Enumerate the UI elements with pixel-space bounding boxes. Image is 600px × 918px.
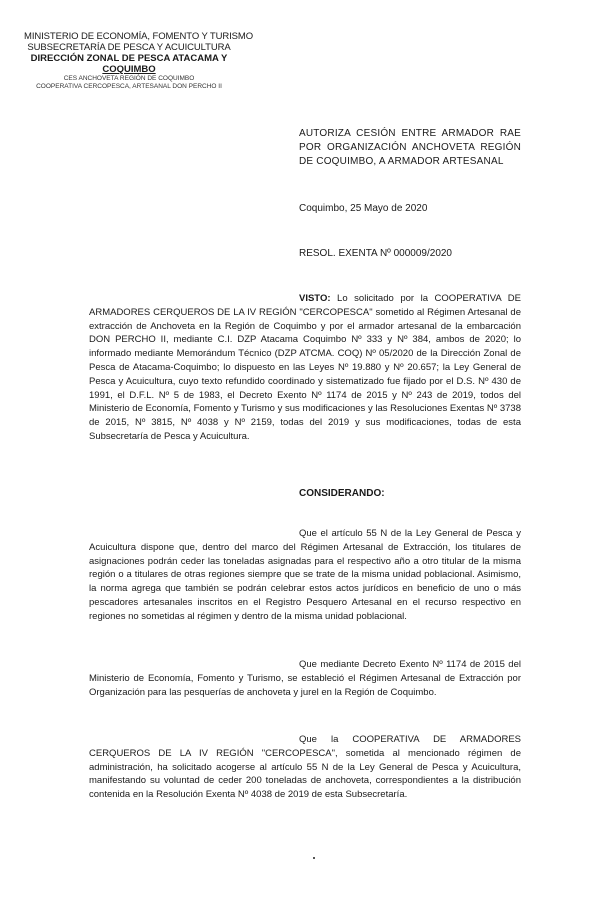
zonal-direction-line: DIRECCIÓN ZONAL DE PESCA ATACAMA Y — [30, 53, 228, 64]
subsecretariat-line: SUBSECRETARÍA DE PESCA Y ACUICULTURA — [27, 42, 231, 53]
considerando-heading: CONSIDERANDO: — [299, 488, 385, 499]
considerando-paragraph-2: Que mediante Decreto Exento Nº 1174 de 2015 del Ministerio de Economía, Fomento y Turismo, se estableció el Régimen Artesanal de Extracción por Organización para las pesquerías de anchoveta y jurel en la Región de Coquimbo. — [89, 659, 521, 698]
visto-paragraph — [89, 292, 521, 444]
considerando-paragraph-1: Que el artículo 55 N de la Ley General de Pesca y Acuicultura dispone que, dentro del marco del Régimen Artesanal de Extracción, los titulares de asignaciones podrán ceder las toneladas asignadas para el respectivo año a otro titular de la misma región o a titulares de otras regiones siempre que se trate de la misma unidad poblacional. Asimismo, la norma agrega que también se podrán celebrar estos actos jurídicos en beneficio de uno o más pescadores artesanales inscritos en el Registro Pesquero Artesanal en el recurso respectivo en regiones no sometidas al régimen y dentro de la misma unidad poblacional. — [89, 528, 521, 622]
resolution-title: AUTORIZA CESIÓN ENTRE ARMADOR RAE POR ORGANIZACIÓN ANCHOVETA REGIÓN DE COQUIMBO, A ARMADOR ARTESANAL — [299, 128, 521, 167]
visto-text: Lo solicitado por la COOPERATIVA DE ARMADORES CERQUEROS DE LA IV REGIÓN "CERCOPESCA" sometido al Régimen Artesanal de extracción de Anchoveta en la Región de Coquimbo y por el armador artesanal de la embarcación DON PERCHO II, mediante C.I. DZP Atacama Coquimbo Nº 333 y Nº 384, ambos de 2020; lo informado mediante Memorándum Técnico (DZP ATCMA. COQ) Nº 05/2020 de la Dirección Zonal de Pesca de Atacama-Coquimbo; lo dispuesto en las Leyes Nº 19.880 y Nº 20.657; la Ley General de Pesca y Acuicultura, cuyo texto refundido coordinado y sistematizado fue fijado por el D.S. Nº 430 de 1991, el D.F.L. Nº 5 de 1983, el Decreto Exento Nº 1174 de 2015 y Nº 243 de 2019, todos del Ministerio de Economía, Fomento y Turismo y sus modificaciones y las Resoluciones Exentas Nº 3738 de 2015, Nº 3815, Nº 4038 y Nº 2159, todas del 2019 y sus modificaciones, todas de esta Subsecretaría de Pesca y Acuicultura. — [89, 293, 521, 442]
ministry-line: MINISTERIO DE ECONOMÍA, FOMENTO Y TURISMO — [24, 31, 254, 42]
resolution-date: Coquimbo, 25 Mayo de 2020 — [299, 203, 428, 214]
scan-mark — [313, 857, 315, 859]
file-reference-line-2: COOPERATIVA CERCOPESCA, ARTESANAL DON PERCHO II — [36, 83, 222, 90]
letterhead — [24, 31, 254, 91]
file-reference-line: CES ANCHOVETA REGIÓN DE COQUIMBO — [63, 75, 195, 82]
considerando-paragraph-3: Que la COOPERATIVA DE ARMADORES CERQUEROS DE LA IV REGIÓN "CERCOPESCA", sometida al mencionado régimen de administración, ha solicitado acogerse al artículo 55 N de la Ley General de Pesca y Acuicultura, manifestando su voluntad de ceder 200 toneladas de anchoveta, correspondientes a la distribución contenida en la Resolución Exenta Nº 4038 de 2019 de esta Subsecretaría. — [89, 734, 521, 801]
resolution-number: RESOL. EXENTA Nº 000009/2020 — [299, 248, 452, 259]
zonal-direction-region: COQUIMBO — [102, 64, 156, 75]
visto-label: VISTO: — [299, 293, 331, 304]
